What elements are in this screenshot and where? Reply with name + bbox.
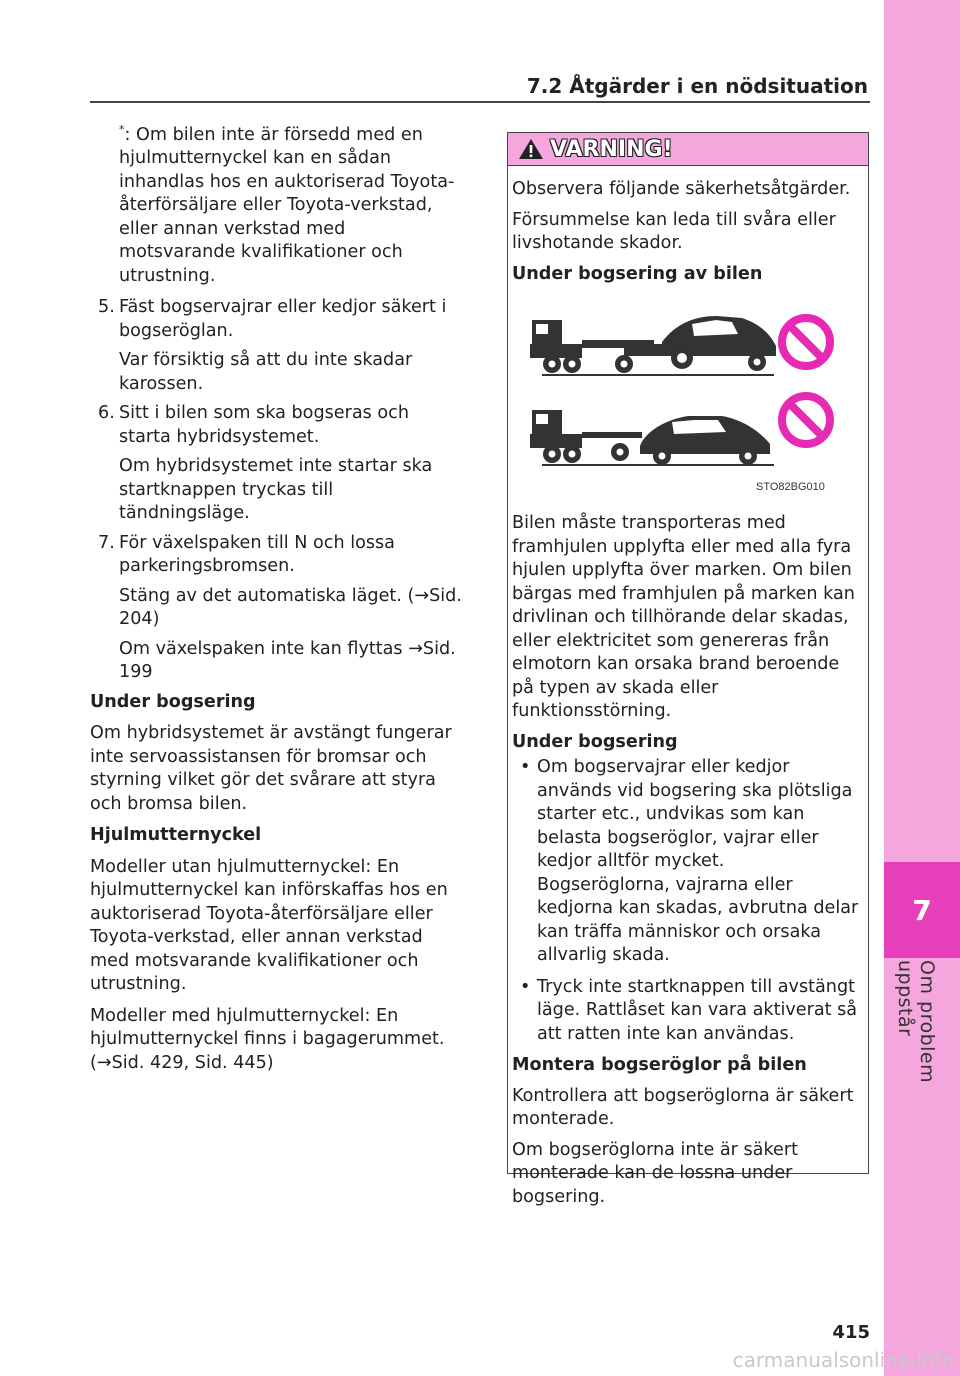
bullet-dot: • — [520, 757, 531, 777]
warning-intro-1: Observera följande säkerhetsåtgärder. — [512, 179, 851, 199]
footnote-marker: * — [119, 123, 125, 136]
bullet-dot: • — [520, 976, 531, 997]
page-number: 415 — [832, 1322, 870, 1343]
warning-triangle-icon — [518, 138, 544, 160]
step-number: 5. — [98, 297, 115, 318]
step-text: Sitt i bilen som ska bogseras och starta hybridsystemet. — [119, 403, 409, 447]
figure-code: STO82BG010 — [756, 481, 825, 493]
header-divider — [90, 101, 870, 103]
warning-heading-3: Montera bogseröglor på bilen — [512, 1055, 807, 1075]
bullet-text: Tryck inte startknappen till avstängt läge. Rattlåset kan vara aktiverat så att ratten inte kan användas. — [537, 976, 858, 1044]
warning-text-3: Kontrollera att bogseröglorna är säkert monterade. — [512, 1085, 854, 1129]
towing-heading: Under bogsering — [90, 691, 256, 712]
warning-intro-2: Försummelse kan leda till svåra eller livshotande skador. — [512, 209, 836, 253]
warning-heading-2: Under bogsering — [512, 731, 678, 752]
chapter-sidebar — [884, 0, 960, 1376]
chapter-number: 7 — [912, 893, 932, 927]
chapter-title: Om problem uppstår — [894, 960, 938, 1084]
left-column — [90, 118, 462, 1083]
wrench-heading: Hjulmutternyckel — [90, 825, 262, 846]
bullet-text: Om bogservajrar eller kedjor används vid bogsering ska plötsliga starter etc., undvikas som kan belasta bogseröglor, vajrar eller kedjor alltför mycket. Bogseröglorna, vajrarna eller kedjorna kan skadas, avbrutna delar kan träffa människor och orsaka allvarlig skada. — [537, 757, 859, 965]
wrench-text-1: Modeller utan hjulmutternyckel: En hjulmutternyckel kan införskaffas hos en auktoriserad Toyota-återförsäljare eller Toyota-verkstad, eller annan verkstad med motsvarande kvalifikationer och utrustning. — [90, 856, 448, 995]
step-number: 6. — [98, 403, 115, 424]
step-6 — [90, 402, 462, 526]
warning-text-1: Bilen måste transporteras med framhjulen upplyfta eller med alla fyra hjulen upplyfta över marken. Om bilen bärgas med framhjulen på marken kan drivlinan och tillhörande delar skadas, eller elektricitet som genereras från elmotorn kan orsaka brand beroende på typen av skada eller funktionsstörning. — [512, 513, 855, 721]
step-7 — [90, 532, 462, 685]
step-number: 7. — [98, 532, 115, 553]
warning-text-4: Om bogseröglorna inte är säkert monterade kan de lossna under bogsering. — [512, 1139, 798, 1207]
step-5 — [90, 296, 462, 396]
step-note: Om växelspaken inte kan flyttas →Sid. 199 — [119, 638, 456, 683]
step-note: Stäng av det automatiska läget. (→Sid. 204) — [119, 585, 462, 630]
footnote — [90, 118, 462, 288]
warning-body — [512, 178, 860, 1216]
tow-truck-car-icon — [530, 410, 774, 466]
warning-bullet — [512, 976, 860, 1047]
tow-truck-dolly-icon — [530, 316, 776, 376]
prohibited-sign-icon — [782, 396, 830, 444]
step-note: Var försiktig så att du inte skadar karossen. — [119, 350, 413, 394]
section-header: 7.2 Åtgärder i en nödsituation — [526, 74, 868, 98]
towing-text: Om hybridsystemet är avstängt fungerar inte servoassistansen för bromsar och styrning vilket gör det svårare att styra och bromsa bilen. — [90, 723, 452, 814]
wrench-text-2: Modeller med hjulmutternyckel: En hjulmutternyckel finns i bagagerummet. (→Sid. 429, Sid. 445) — [90, 1005, 445, 1073]
warning-title: VARNING! — [550, 136, 673, 162]
step-text: För växelspaken till N och lossa parkeringsbromsen. — [119, 532, 395, 577]
towing-illustration — [512, 294, 852, 494]
warning-header — [507, 132, 869, 166]
step-text: Fäst bogservajrar eller kedjor säkert i bogseröglan. — [119, 297, 447, 341]
footnote-text: : Om bilen inte är försedd med en hjulmutternyckel kan en sådan inhandlas hos en auktoriserad Toyota-återförsäljare eller Toyota-verkstad, eller annan verkstad med motsvarande kvalifikationer och utrustning. — [119, 124, 455, 286]
prohibited-sign-icon — [782, 318, 830, 366]
warning-bullet — [512, 756, 860, 968]
warning-heading-1: Under bogsering av bilen — [512, 263, 763, 284]
watermark: carmanualsonline.info — [732, 1348, 954, 1372]
step-note: Om hybridsystemet inte startar ska startknappen tryckas till tändningsläge. — [119, 456, 433, 524]
